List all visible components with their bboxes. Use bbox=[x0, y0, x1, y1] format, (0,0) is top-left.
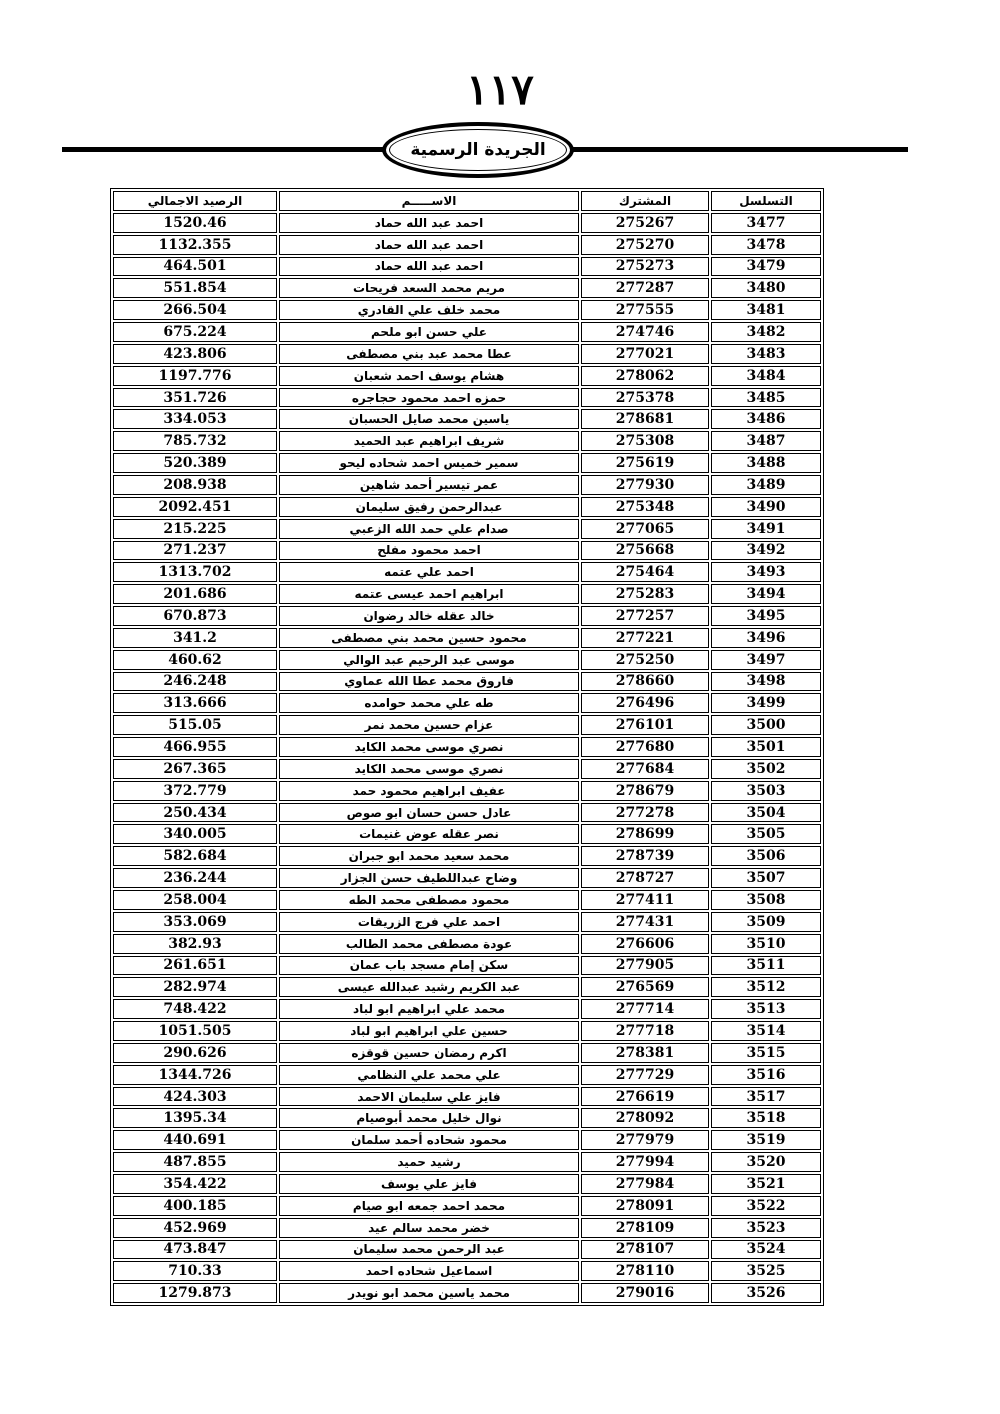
subscriber-cell: 275348 bbox=[581, 497, 709, 517]
name-cell: علي محمد علي النظامي bbox=[279, 1065, 579, 1085]
balance-cell: 271.237 bbox=[113, 541, 277, 561]
name-cell: عمر تيسير أحمد شاهين bbox=[279, 475, 579, 495]
balance-cell: 1051.505 bbox=[113, 1021, 277, 1041]
balance-cell: 1395.34 bbox=[113, 1108, 277, 1128]
name-cell: محمود شحاده أحمد سلمان bbox=[279, 1130, 579, 1150]
table-row bbox=[113, 453, 821, 473]
subscriber-cell: 277684 bbox=[581, 759, 709, 779]
balance-cell: 2092.451 bbox=[113, 497, 277, 517]
subscriber-cell: 276569 bbox=[581, 977, 709, 997]
serial-cell: 3478 bbox=[711, 235, 821, 255]
serial-cell: 3488 bbox=[711, 453, 821, 473]
name-cell: نصر عقله عوض غنيمات bbox=[279, 824, 579, 844]
serial-cell: 3480 bbox=[711, 278, 821, 298]
serial-cell: 3511 bbox=[711, 956, 821, 976]
balance-cell: 341.2 bbox=[113, 628, 277, 648]
subscriber-cell: 278660 bbox=[581, 672, 709, 692]
subscriber-cell: 278679 bbox=[581, 781, 709, 801]
table-row bbox=[113, 475, 821, 495]
table-body bbox=[113, 213, 821, 1303]
table-row bbox=[113, 1196, 821, 1216]
name-column-header: الاســـــم bbox=[279, 191, 579, 211]
balance-cell: 351.726 bbox=[113, 388, 277, 408]
serial-cell: 3477 bbox=[711, 213, 821, 233]
subscriber-cell: 275668 bbox=[581, 541, 709, 561]
name-cell: احمد علي فرج الزريقات bbox=[279, 912, 579, 932]
balance-cell: 473.847 bbox=[113, 1240, 277, 1260]
table-row bbox=[113, 409, 821, 429]
balance-cell: 520.389 bbox=[113, 453, 277, 473]
subscriber-cell: 275267 bbox=[581, 213, 709, 233]
serial-cell: 3525 bbox=[711, 1261, 821, 1281]
table-row bbox=[113, 541, 821, 561]
name-cell: عادل حسن حسان ابو صوص bbox=[279, 803, 579, 823]
balance-cell: 424.303 bbox=[113, 1087, 277, 1107]
subscriber-cell: 277930 bbox=[581, 475, 709, 495]
name-cell: حسين علي ابراهيم ابو لباد bbox=[279, 1021, 579, 1041]
serial-cell: 3506 bbox=[711, 846, 821, 866]
balance-cell: 675.224 bbox=[113, 322, 277, 342]
balance-cell: 372.779 bbox=[113, 781, 277, 801]
balance-cell: 340.005 bbox=[113, 824, 277, 844]
serial-cell: 3523 bbox=[711, 1218, 821, 1238]
balance-cell: 215.225 bbox=[113, 519, 277, 539]
balance-cell: 1520.46 bbox=[113, 213, 277, 233]
serial-cell: 3481 bbox=[711, 300, 821, 320]
table-row bbox=[113, 388, 821, 408]
table-row bbox=[113, 235, 821, 255]
serial-cell: 3502 bbox=[711, 759, 821, 779]
name-cell: احمد عبد الله حماد bbox=[279, 257, 579, 277]
balance-cell: 1344.726 bbox=[113, 1065, 277, 1085]
table-row bbox=[113, 1152, 821, 1172]
serial-cell: 3521 bbox=[711, 1174, 821, 1194]
name-cell: موسى عبد الرحيم عبد الوالي bbox=[279, 650, 579, 670]
subscriber-cell: 276496 bbox=[581, 693, 709, 713]
balance-cell: 670.873 bbox=[113, 606, 277, 626]
serial-cell: 3524 bbox=[711, 1240, 821, 1260]
balance-cell: 290.626 bbox=[113, 1043, 277, 1063]
balance-cell: 515.05 bbox=[113, 715, 277, 735]
serial-cell: 3487 bbox=[711, 431, 821, 451]
table-row bbox=[113, 1174, 821, 1194]
balance-cell: 266.504 bbox=[113, 300, 277, 320]
serial-cell: 3515 bbox=[711, 1043, 821, 1063]
table-row bbox=[113, 1108, 821, 1128]
serial-cell: 3507 bbox=[711, 868, 821, 888]
name-cell: عبد الرحمن محمد سليمان bbox=[279, 1240, 579, 1260]
table-row bbox=[113, 715, 821, 735]
table-row bbox=[113, 1240, 821, 1260]
table-row bbox=[113, 1065, 821, 1085]
subscriber-cell: 277905 bbox=[581, 956, 709, 976]
table-row bbox=[113, 650, 821, 670]
table-row bbox=[113, 519, 821, 539]
subscriber-cell: 279016 bbox=[581, 1283, 709, 1303]
name-cell: محمود حسين محمد بني مصطفى bbox=[279, 628, 579, 648]
serial-cell: 3512 bbox=[711, 977, 821, 997]
balance-cell: 582.684 bbox=[113, 846, 277, 866]
name-cell: هشام يوسف احمد شعبان bbox=[279, 366, 579, 386]
table-row bbox=[113, 1130, 821, 1150]
serial-cell: 3479 bbox=[711, 257, 821, 277]
table-row bbox=[113, 1043, 821, 1063]
subscriber-cell: 278091 bbox=[581, 1196, 709, 1216]
balance-column-header: الرصيد الاجمالي bbox=[113, 191, 277, 211]
serial-cell: 3526 bbox=[711, 1283, 821, 1303]
balance-cell: 748.422 bbox=[113, 999, 277, 1019]
name-cell: عبدالرحمن رفيق سليمان bbox=[279, 497, 579, 517]
name-cell: سمير خميس احمد شحاده ليحو bbox=[279, 453, 579, 473]
subscriber-column-header: المشترك bbox=[581, 191, 709, 211]
balance-cell: 1313.702 bbox=[113, 562, 277, 582]
name-cell: حمزه احمد محمود حجاجره bbox=[279, 388, 579, 408]
subscriber-cell: 277065 bbox=[581, 519, 709, 539]
balance-cell: 246.248 bbox=[113, 672, 277, 692]
table-header-row bbox=[113, 191, 821, 211]
name-cell: احمد محمود مفلح bbox=[279, 541, 579, 561]
subscriber-cell: 278062 bbox=[581, 366, 709, 386]
table-row bbox=[113, 628, 821, 648]
name-cell: فايز علي سليمان الاحمد bbox=[279, 1087, 579, 1107]
name-cell: عودة مصطفى محمد الطالب bbox=[279, 934, 579, 954]
subscriber-cell: 275308 bbox=[581, 431, 709, 451]
name-cell: سكن إمام مسجد باب عمان bbox=[279, 956, 579, 976]
subscriber-cell: 278381 bbox=[581, 1043, 709, 1063]
serial-cell: 3493 bbox=[711, 562, 821, 582]
name-cell: نصري موسى محمد الكايد bbox=[279, 737, 579, 757]
name-cell: اكرم رمضان حسين قوقزه bbox=[279, 1043, 579, 1063]
subscriber-balance-table bbox=[110, 188, 824, 1306]
subscriber-cell: 277287 bbox=[581, 278, 709, 298]
table-row bbox=[113, 1218, 821, 1238]
table-row bbox=[113, 693, 821, 713]
page-number: ١١٧ bbox=[466, 65, 534, 114]
serial-cell: 3495 bbox=[711, 606, 821, 626]
subscriber-cell: 278727 bbox=[581, 868, 709, 888]
name-cell: احمد علي عتمه bbox=[279, 562, 579, 582]
name-cell: ياسين محمد صايل الحسبان bbox=[279, 409, 579, 429]
table-row bbox=[113, 257, 821, 277]
balance-cell: 1132.355 bbox=[113, 235, 277, 255]
subscriber-cell: 275270 bbox=[581, 235, 709, 255]
balance-cell: 460.62 bbox=[113, 650, 277, 670]
name-cell: نوال خليل محمد أبوصيام bbox=[279, 1108, 579, 1128]
name-cell: فايز علي يوسف bbox=[279, 1174, 579, 1194]
balance-cell: 201.686 bbox=[113, 584, 277, 604]
name-cell: احمد عبد الله حماد bbox=[279, 235, 579, 255]
table-row bbox=[113, 1087, 821, 1107]
subscriber-cell: 276606 bbox=[581, 934, 709, 954]
subscriber-cell: 277718 bbox=[581, 1021, 709, 1041]
subscriber-cell: 277714 bbox=[581, 999, 709, 1019]
subscriber-cell: 275464 bbox=[581, 562, 709, 582]
balance-cell: 464.501 bbox=[113, 257, 277, 277]
serial-cell: 3489 bbox=[711, 475, 821, 495]
table-row bbox=[113, 1261, 821, 1281]
subscriber-cell: 277555 bbox=[581, 300, 709, 320]
balance-cell: 440.691 bbox=[113, 1130, 277, 1150]
serial-cell: 3520 bbox=[711, 1152, 821, 1172]
serial-cell: 3483 bbox=[711, 344, 821, 364]
subscriber-cell: 277411 bbox=[581, 890, 709, 910]
name-cell: محمود مصطفى محمد الطه bbox=[279, 890, 579, 910]
table-row bbox=[113, 803, 821, 823]
name-cell: عطا محمد عبد بني مصطفى bbox=[279, 344, 579, 364]
balance-cell: 258.004 bbox=[113, 890, 277, 910]
serial-cell: 3491 bbox=[711, 519, 821, 539]
serial-cell: 3492 bbox=[711, 541, 821, 561]
balance-cell: 466.955 bbox=[113, 737, 277, 757]
balance-cell: 208.938 bbox=[113, 475, 277, 495]
balance-cell: 353.069 bbox=[113, 912, 277, 932]
table-row bbox=[113, 934, 821, 954]
balance-cell: 382.93 bbox=[113, 934, 277, 954]
balance-cell: 267.365 bbox=[113, 759, 277, 779]
table-row bbox=[113, 278, 821, 298]
balance-cell: 236.244 bbox=[113, 868, 277, 888]
name-cell: محمد علي ابراهيم ابو لباد bbox=[279, 999, 579, 1019]
balance-cell: 400.185 bbox=[113, 1196, 277, 1216]
subscriber-cell: 274746 bbox=[581, 322, 709, 342]
serial-cell: 3509 bbox=[711, 912, 821, 932]
name-cell: اسماعيل شحاده احمد bbox=[279, 1261, 579, 1281]
serial-cell: 3499 bbox=[711, 693, 821, 713]
balance-cell: 334.053 bbox=[113, 409, 277, 429]
name-cell: رشيد حميد bbox=[279, 1152, 579, 1172]
table-row bbox=[113, 759, 821, 779]
serial-cell: 3510 bbox=[711, 934, 821, 954]
name-cell: محمد احمد جمعه ابو صيام bbox=[279, 1196, 579, 1216]
name-cell: شريف ابراهيم عبد الحميد bbox=[279, 431, 579, 451]
serial-cell: 3504 bbox=[711, 803, 821, 823]
subscriber-cell: 278092 bbox=[581, 1108, 709, 1128]
serial-cell: 3501 bbox=[711, 737, 821, 757]
name-cell: ابراهيم احمد عيسى عتمه bbox=[279, 584, 579, 604]
serial-cell: 3482 bbox=[711, 322, 821, 342]
subscriber-cell: 275273 bbox=[581, 257, 709, 277]
name-cell: عبد الكريم رشيد عبدالله عيسى bbox=[279, 977, 579, 997]
subscriber-cell: 277994 bbox=[581, 1152, 709, 1172]
balance-cell: 1279.873 bbox=[113, 1283, 277, 1303]
table-row bbox=[113, 584, 821, 604]
serial-cell: 3503 bbox=[711, 781, 821, 801]
name-cell: نصري موسى محمد الكايد bbox=[279, 759, 579, 779]
serial-cell: 3514 bbox=[711, 1021, 821, 1041]
gazette-title-oval bbox=[382, 122, 574, 178]
name-cell: خالد عقله خالد رضوان bbox=[279, 606, 579, 626]
table-row bbox=[113, 431, 821, 451]
subscriber-cell: 277984 bbox=[581, 1174, 709, 1194]
name-cell: صدام علي حمد الله الزعبي bbox=[279, 519, 579, 539]
subscriber-cell: 277680 bbox=[581, 737, 709, 757]
serial-cell: 3494 bbox=[711, 584, 821, 604]
serial-cell: 3518 bbox=[711, 1108, 821, 1128]
serial-column-header: التسلسل bbox=[711, 191, 821, 211]
subscriber-cell: 275378 bbox=[581, 388, 709, 408]
table-row bbox=[113, 606, 821, 626]
name-cell: عفيف ابراهيم محمود حمد bbox=[279, 781, 579, 801]
serial-cell: 3490 bbox=[711, 497, 821, 517]
name-cell: طه علي محمد حوامده bbox=[279, 693, 579, 713]
subscriber-cell: 277431 bbox=[581, 912, 709, 932]
table-row bbox=[113, 846, 821, 866]
serial-cell: 3497 bbox=[711, 650, 821, 670]
balance-cell: 487.855 bbox=[113, 1152, 277, 1172]
table-row bbox=[113, 497, 821, 517]
serial-cell: 3485 bbox=[711, 388, 821, 408]
name-cell: محمد سعيد محمد ابو جبران bbox=[279, 846, 579, 866]
name-cell: فاروق محمد عطا الله عماوي bbox=[279, 672, 579, 692]
table-row bbox=[113, 912, 821, 932]
subscriber-cell: 277257 bbox=[581, 606, 709, 626]
serial-cell: 3522 bbox=[711, 1196, 821, 1216]
balance-cell: 710.33 bbox=[113, 1261, 277, 1281]
serial-cell: 3484 bbox=[711, 366, 821, 386]
table-row bbox=[113, 890, 821, 910]
balance-cell: 452.969 bbox=[113, 1218, 277, 1238]
name-cell: محمد ياسين محمد ابو نويدر bbox=[279, 1283, 579, 1303]
table-row bbox=[113, 956, 821, 976]
balance-cell: 785.732 bbox=[113, 431, 277, 451]
name-cell: محمد خلف علي القادري bbox=[279, 300, 579, 320]
name-cell: علي حسن ابو ملحم bbox=[279, 322, 579, 342]
balance-cell: 313.666 bbox=[113, 693, 277, 713]
subscriber-cell: 278107 bbox=[581, 1240, 709, 1260]
serial-cell: 3505 bbox=[711, 824, 821, 844]
subscriber-cell: 278681 bbox=[581, 409, 709, 429]
table-row bbox=[113, 672, 821, 692]
serial-cell: 3500 bbox=[711, 715, 821, 735]
table-row bbox=[113, 737, 821, 757]
serial-cell: 3516 bbox=[711, 1065, 821, 1085]
balance-cell: 250.434 bbox=[113, 803, 277, 823]
subscriber-cell: 277979 bbox=[581, 1130, 709, 1150]
subscriber-cell: 275619 bbox=[581, 453, 709, 473]
subscriber-cell: 277021 bbox=[581, 344, 709, 364]
table-row bbox=[113, 322, 821, 342]
table-row bbox=[113, 781, 821, 801]
balance-cell: 551.854 bbox=[113, 278, 277, 298]
serial-cell: 3513 bbox=[711, 999, 821, 1019]
table-row bbox=[113, 366, 821, 386]
balance-cell: 282.974 bbox=[113, 977, 277, 997]
subscriber-cell: 275283 bbox=[581, 584, 709, 604]
subscriber-cell: 275250 bbox=[581, 650, 709, 670]
name-cell: مريم محمد السعد فريحات bbox=[279, 278, 579, 298]
serial-cell: 3508 bbox=[711, 890, 821, 910]
gazette-title: الجريدة الرسمية bbox=[410, 140, 546, 160]
table-row bbox=[113, 300, 821, 320]
subscriber-cell: 277729 bbox=[581, 1065, 709, 1085]
table-row bbox=[113, 562, 821, 582]
serial-cell: 3486 bbox=[711, 409, 821, 429]
table-row bbox=[113, 213, 821, 233]
balance-cell: 423.806 bbox=[113, 344, 277, 364]
balance-cell: 354.422 bbox=[113, 1174, 277, 1194]
table-row bbox=[113, 868, 821, 888]
serial-cell: 3517 bbox=[711, 1087, 821, 1107]
subscriber-cell: 276619 bbox=[581, 1087, 709, 1107]
serial-cell: 3496 bbox=[711, 628, 821, 648]
subscriber-cell: 278739 bbox=[581, 846, 709, 866]
subscriber-cell: 277221 bbox=[581, 628, 709, 648]
serial-cell: 3519 bbox=[711, 1130, 821, 1150]
subscriber-cell: 278699 bbox=[581, 824, 709, 844]
table-row bbox=[113, 977, 821, 997]
balance-cell: 261.651 bbox=[113, 956, 277, 976]
name-cell: احمد عبد الله حماد bbox=[279, 213, 579, 233]
table-row bbox=[113, 824, 821, 844]
subscriber-cell: 276101 bbox=[581, 715, 709, 735]
table-row bbox=[113, 1283, 821, 1303]
name-cell: خضر محمد سالم عيد bbox=[279, 1218, 579, 1238]
name-cell: عزام حسين محمد نمر bbox=[279, 715, 579, 735]
subscriber-cell: 277278 bbox=[581, 803, 709, 823]
serial-cell: 3498 bbox=[711, 672, 821, 692]
table-row bbox=[113, 344, 821, 364]
subscriber-cell: 278110 bbox=[581, 1261, 709, 1281]
name-cell: وضاح عبداللطيف حسن الجزار bbox=[279, 868, 579, 888]
subscriber-cell: 278109 bbox=[581, 1218, 709, 1238]
table-row bbox=[113, 999, 821, 1019]
table-row bbox=[113, 1021, 821, 1041]
balance-cell: 1197.776 bbox=[113, 366, 277, 386]
